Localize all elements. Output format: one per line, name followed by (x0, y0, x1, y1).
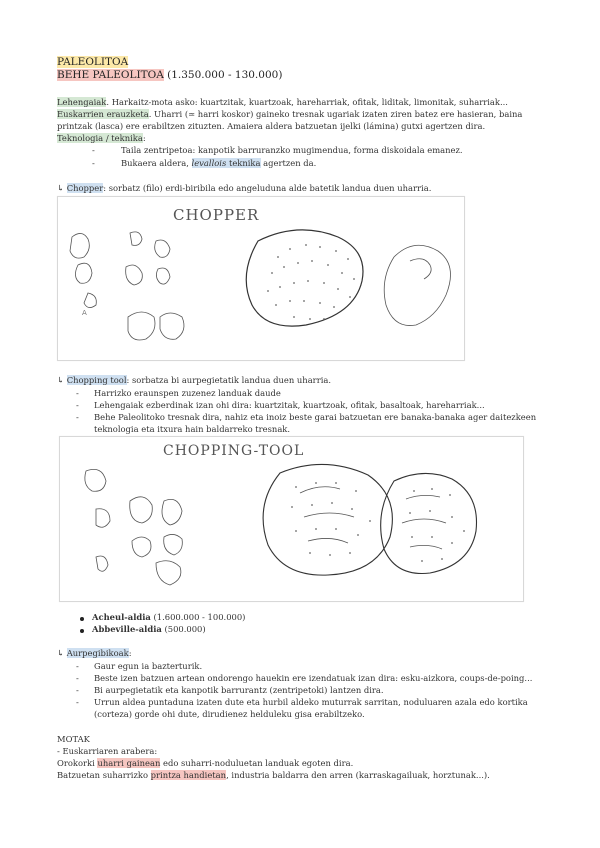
chopping-figure-caption: CHOPPING-TOOL (163, 443, 305, 459)
motak-title: MOTAK (57, 734, 90, 744)
chopping-tool-drawings (60, 437, 523, 601)
period-abbeville: Abbeville-aldia (500.000) (92, 624, 206, 634)
euskarrien-line-2: printzak (lasca) ere erabiltzen zituzten. Amaiera aldera batzuetan ijelki (lámina) gutxi agertzen dira. (57, 121, 486, 131)
chopper-side-detail (410, 259, 431, 279)
document-page: PALEOLITOA BEHE PALEOLITOA (1.350.000 - 130.000) Lehengaiak. Harkaitz-mota asko: kuartzitak, kuartzoak, hareharriak, ofitak, liditak, limonitak, suharriak... Euskarrien erauzketa. Uharri (≃ harri koskor) gaineko tresnak ugariak izaten ziren batez ere hasieran, baina printzak (lasca) ere erabiltzen zituzten. Amaiera aldera batzuetan ijelki (lámina) gutxi agertzen dira. Teknologia / teknika: - Taila zentripetoa: kanpotik barruranzko mugimendua, forma diskoidala emanez. - Bukaera aldera, levallois teknika agertzen da. ↳ Chopper: sorbatz (filo) erdi-biribila edo angeluduna alde batetik landua duen uharria. CHOPPER A ↳ Chopping tool: sorbatza bi aurpegietatik landua duen uharria. - Harrizko eraunspen zuzenez landuak daude - Lehengaiak ezberdinak izan ohi dira: kuartzitak, kuartzoak, ofitak, basaltoak, hareharriak... - Behe Paleolitoko tresnak dira, nahiz eta inoiz beste garai batzuetan ere banaka-banaka ager daitezkeen teknologia eta itxura hain baldarreko tresnak. CHOPPING-TOOL Acheul-aldia (1.600.000 - 100.000) Abbeville-aldia (500.000) ↳ Aurpegibikoak: - Gaur egun ia bazterturik. - Beste izen batzuen artean ondorengo hauekin ere izendatuak izan dira: esku-aizkora, coups-de-poing... - Bi aurpegietatik eta kanpotik barrurantz (zentripetoki) lantzen dira. - Urrun aldea puntaduna izaten dute eta hurbil aldeko muturrak sarritan, noduluaren azala edo kortika (corteza) gorde ohi dute, dirudienez helduleku gisa erabiltzeko. MOTAK - Euskarriaren arabera: Orokorki uharri gainean edo suharri-noduluetan landuak egoten dira. Batzuetan suharrizko printza handietan, industria baldarra den arren (karraskagailuak, horztunak...). (57, 56, 537, 780)
subtitle-highlight: BEHE PALEOLITOA (57, 69, 164, 81)
chopper-main-outline (246, 230, 363, 326)
sketch-small-9 (160, 313, 184, 339)
chopper-line: ↳ Chopper: sorbatz (filo) erdi-biribila edo angeluduna alde batetik landua duen uharria. (57, 183, 432, 193)
chopping-main-outline-1 (263, 464, 392, 575)
arrow-icon: ↳ (57, 375, 65, 385)
chopping-tool-figure (59, 436, 524, 602)
aurp-item-1: Gaur egun ia bazterturik. (94, 661, 203, 671)
chopping-tool-line: ↳ Chopping tool: sorbatza bi aurpegietatik landua duen uharria. (57, 375, 332, 385)
sketch-small-5 (130, 232, 142, 246)
sketch-ct-7 (164, 534, 183, 555)
period-acheul: Acheul-aldia (1.600.000 - 100.000) (92, 612, 246, 622)
euskarrien-line: Euskarrien erauzketa. Uharri (≃ harri koskor) gaineko tresnak ugariak izaten ziren batez ere hasieran, baina (57, 109, 523, 119)
chopping-item-1: Harrizko eraunspen zuzenez landuak daude (94, 388, 281, 398)
sketch-small-7 (156, 268, 170, 284)
sketch-ct-3 (96, 556, 108, 571)
motak-line-1: Orokorki uharri gainean edo suharri-noduluetan landuak egoten dira. (57, 758, 354, 768)
bullet-icon (80, 629, 84, 633)
chopper-figure (57, 196, 465, 361)
sketch-small-3 (84, 293, 96, 308)
tek-item-1-text: Taila zentripetoa: kanpotik barruranzko mugimendua, forma diskoidala emanez. (121, 145, 463, 155)
aurp-item-4b: (corteza) gorde ohi dute, dirudienez helduleku gisa erabiltzeko. (94, 709, 365, 719)
chopping-item-2: Lehengaiak ezberdinak izan ohi dira: kuartzitak, kuartzoak, ofitak, basaltoak, hareharriak... (94, 400, 485, 410)
sketch-small-1 (70, 233, 89, 258)
aurp-item-4: Urrun aldea puntaduna izaten dute eta hurbil aldeko muturrak sarritan, noduluaren azala edo kortika (94, 697, 528, 707)
sketch-ct-4 (130, 497, 153, 523)
teknologia-line: Teknologia / teknika: (57, 133, 146, 143)
sketch-small-8 (128, 312, 155, 340)
sketch-ct-1 (85, 469, 106, 491)
lehengaiak-line: Lehengaiak. Harkaitz-mota asko: kuartzitak, kuartzoak, hareharriak, ofitak, liditak, limonitak, suharriak... (57, 97, 508, 107)
tek-item-2-text: Bukaera aldera, levallois teknika agertzen da. (121, 158, 317, 168)
sketch-small-6 (155, 240, 170, 257)
arrow-icon: ↳ (57, 183, 65, 193)
aurpegibikoak-line: ↳ Aurpegibikoak: (57, 648, 132, 658)
figure-letter: A (82, 309, 87, 317)
chopper-drawings (58, 197, 464, 360)
arrow-icon: ↳ (57, 648, 65, 658)
chopping-item-3b: teknologia eta itxura hain baldarreko tresnak. (94, 424, 291, 434)
chopping-stipple (291, 482, 465, 562)
sketch-small-2 (75, 263, 92, 283)
sketch-small-4 (126, 265, 143, 285)
tek-item-2: - (92, 158, 95, 168)
chopper-stipple (267, 244, 355, 320)
motak-sub: - Euskarriaren arabera: (57, 746, 158, 756)
aurp-item-3: Bi aurpegietatik eta kanpotik barrurantz (zentripetoki) lantzen dira. (94, 685, 384, 695)
tek-item-1: - (92, 145, 95, 155)
page-title: PALEOLITOA (57, 56, 129, 68)
sketch-ct-5 (162, 499, 182, 525)
bullet-icon (80, 617, 84, 621)
sketch-ct-2 (96, 509, 110, 528)
chopping-main-outline-2 (381, 473, 477, 573)
aurp-item-2: Beste izen batzuen artean ondorengo hauekin ere izendatuak izan dira: esku-aizkora, coups-de-poing... (94, 673, 533, 683)
chopping-item-3: Behe Paleolitoko tresnak dira, nahiz eta inoiz beste garai batzuetan ere banaka-banaka ager daitezkeen (94, 412, 537, 422)
page-subtitle: BEHE PALEOLITOA (1.350.000 - 130.000) (57, 69, 283, 81)
sketch-ct-6 (132, 537, 151, 557)
motak-line-2: Batzuetan suharrizko printza handietan, industria baldarra den arren (karraskagailuak, horztunak...). (57, 770, 490, 780)
chopper-figure-caption: CHOPPER (173, 206, 260, 224)
sketch-ct-8 (156, 561, 181, 585)
chopper-side-outline (384, 245, 450, 325)
